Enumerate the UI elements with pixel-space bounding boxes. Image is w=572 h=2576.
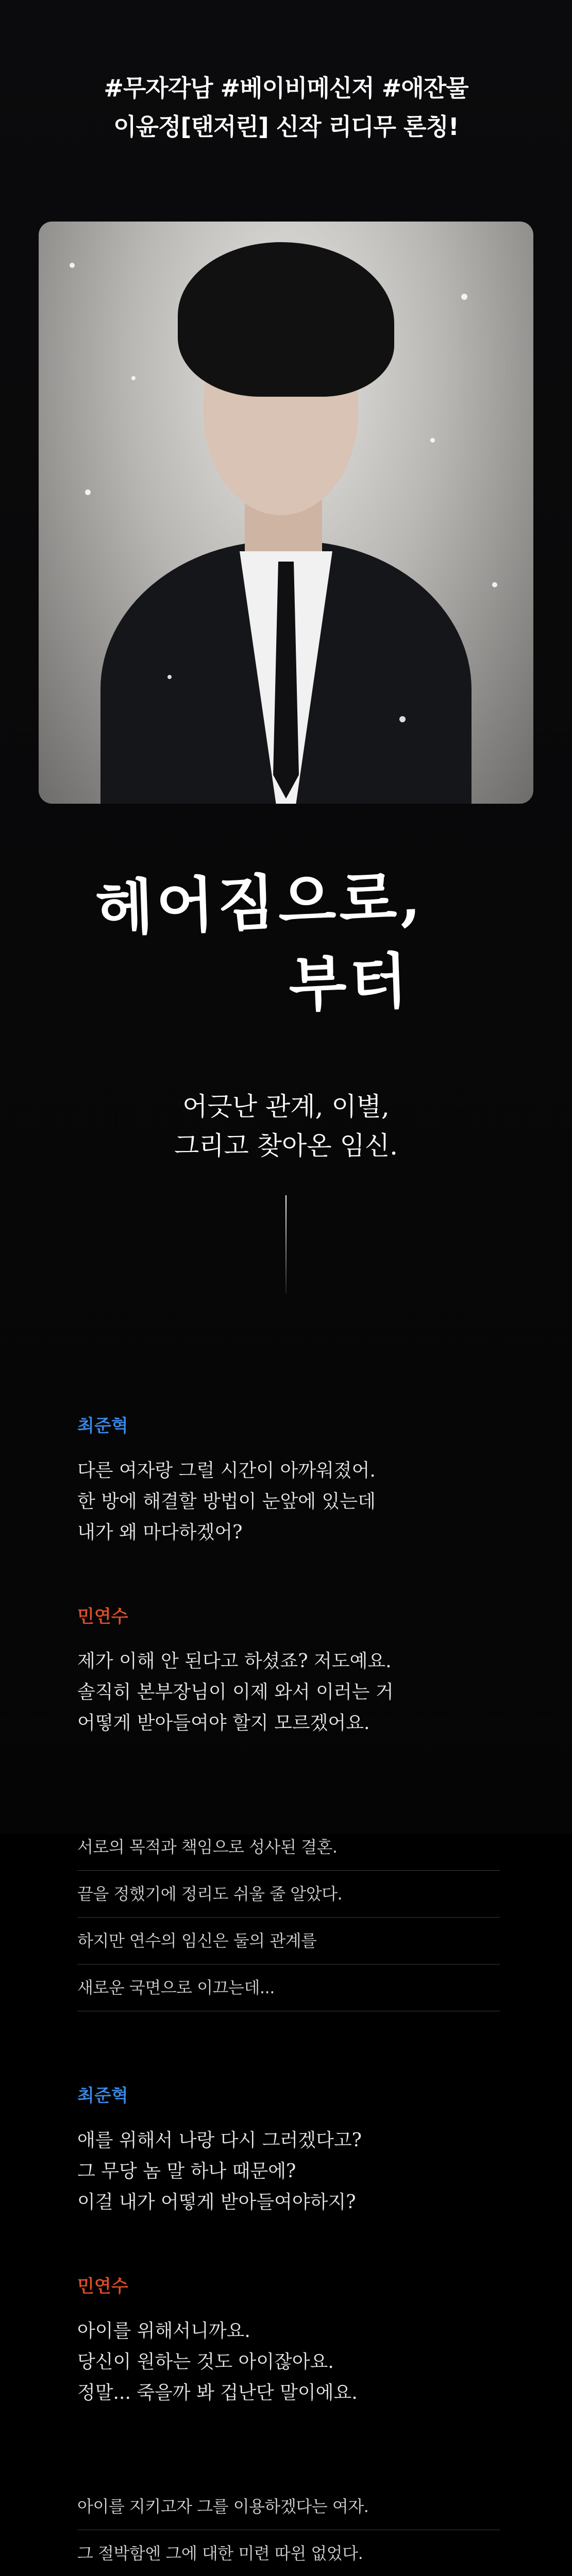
launch-tagline: 이윤정[탠저린] 신작 리디무 론칭! bbox=[113, 113, 459, 141]
divider-line bbox=[285, 1195, 287, 1293]
dialogue-line: 어떻게 받아들여야 할지 모르겠어요. bbox=[77, 1713, 370, 1734]
dialogue-line: 한 방에 해결할 방법이 눈앞에 있는데 bbox=[77, 1491, 376, 1512]
dialogue-line: 아이를 위해서니까요. bbox=[77, 2320, 250, 2342]
narration-line: 서로의 목적과 책임으로 성사된 결혼. bbox=[77, 1824, 500, 1871]
snowflake bbox=[167, 675, 172, 679]
dialogue-block bbox=[77, 2081, 500, 2218]
hashtags: #무자각남 #베이비메신저 #애잔물 bbox=[104, 74, 468, 102]
dialogue-line: 내가 왜 마다하겠어? bbox=[77, 1522, 243, 1543]
narration-line: 그 절박함엔 그에 대한 미련 따윈 없었다. bbox=[77, 2530, 500, 2576]
subtitle-line-2: 그리고 찾아온 임신. bbox=[174, 1131, 398, 1161]
narration-line: 새로운 국면으로 이끄는데... bbox=[77, 1964, 500, 2011]
dialogue-line: 제가 이해 안 된다고 하셨죠? 저도예요. bbox=[77, 1651, 392, 1672]
title-line-1: 헤어짐으로, bbox=[94, 862, 425, 944]
narration-list bbox=[77, 2483, 500, 2576]
dialogue-block bbox=[77, 2272, 500, 2409]
snowflake bbox=[399, 716, 406, 722]
speaker-name: 민연수 bbox=[77, 2276, 128, 2297]
narration-line: 끝을 정했기에 정리도 쉬울 줄 알았다. bbox=[77, 1871, 500, 1918]
snowflake bbox=[70, 263, 75, 268]
dialogue-block bbox=[77, 1412, 500, 1548]
dialogue-line: 이걸 내가 어떻게 받아들여야하지? bbox=[77, 2192, 356, 2213]
dialogue-line: 솔직히 본부장님이 이제 와서 이러는 거 bbox=[77, 1682, 394, 1703]
title-line-2: 부터 bbox=[288, 945, 412, 1021]
speaker-name: 최준혁 bbox=[77, 1416, 128, 1436]
dialogue-line: 정말... 죽을까 봐 겁난단 말이에요. bbox=[77, 2382, 358, 2403]
snowflake bbox=[85, 489, 91, 495]
dialogue-line: 당신이 원하는 것도 아이잖아요. bbox=[77, 2351, 334, 2372]
snowflake bbox=[461, 294, 467, 300]
subtitle bbox=[0, 1087, 572, 1165]
narration-line: 하지만 연수의 임신은 둘의 관계를 bbox=[77, 1918, 500, 1964]
narration-line: 아이를 지키고자 그를 이용하겠다는 여자. bbox=[77, 2483, 500, 2530]
subtitle-line-1: 어긋난 관계, 이별, bbox=[182, 1092, 390, 1122]
snowflake bbox=[492, 582, 497, 587]
dialogue-line: 그 무당 놈 말 하나 때문에? bbox=[77, 2161, 296, 2182]
speaker-name: 최준혁 bbox=[77, 2086, 128, 2106]
dialogue-block bbox=[77, 1602, 500, 1739]
narration-list bbox=[77, 1824, 500, 2011]
snowflake bbox=[430, 438, 435, 443]
hero-illustration bbox=[39, 222, 533, 804]
dialogue-line: 다른 여자랑 그럴 시간이 아까워졌어. bbox=[77, 1460, 376, 1481]
snowflake bbox=[131, 376, 136, 380]
dialogue-line: 애를 위해서 나랑 다시 그러겠다고? bbox=[77, 2130, 362, 2151]
speaker-name: 민연수 bbox=[77, 1606, 128, 1627]
illustration-hair bbox=[178, 242, 394, 397]
